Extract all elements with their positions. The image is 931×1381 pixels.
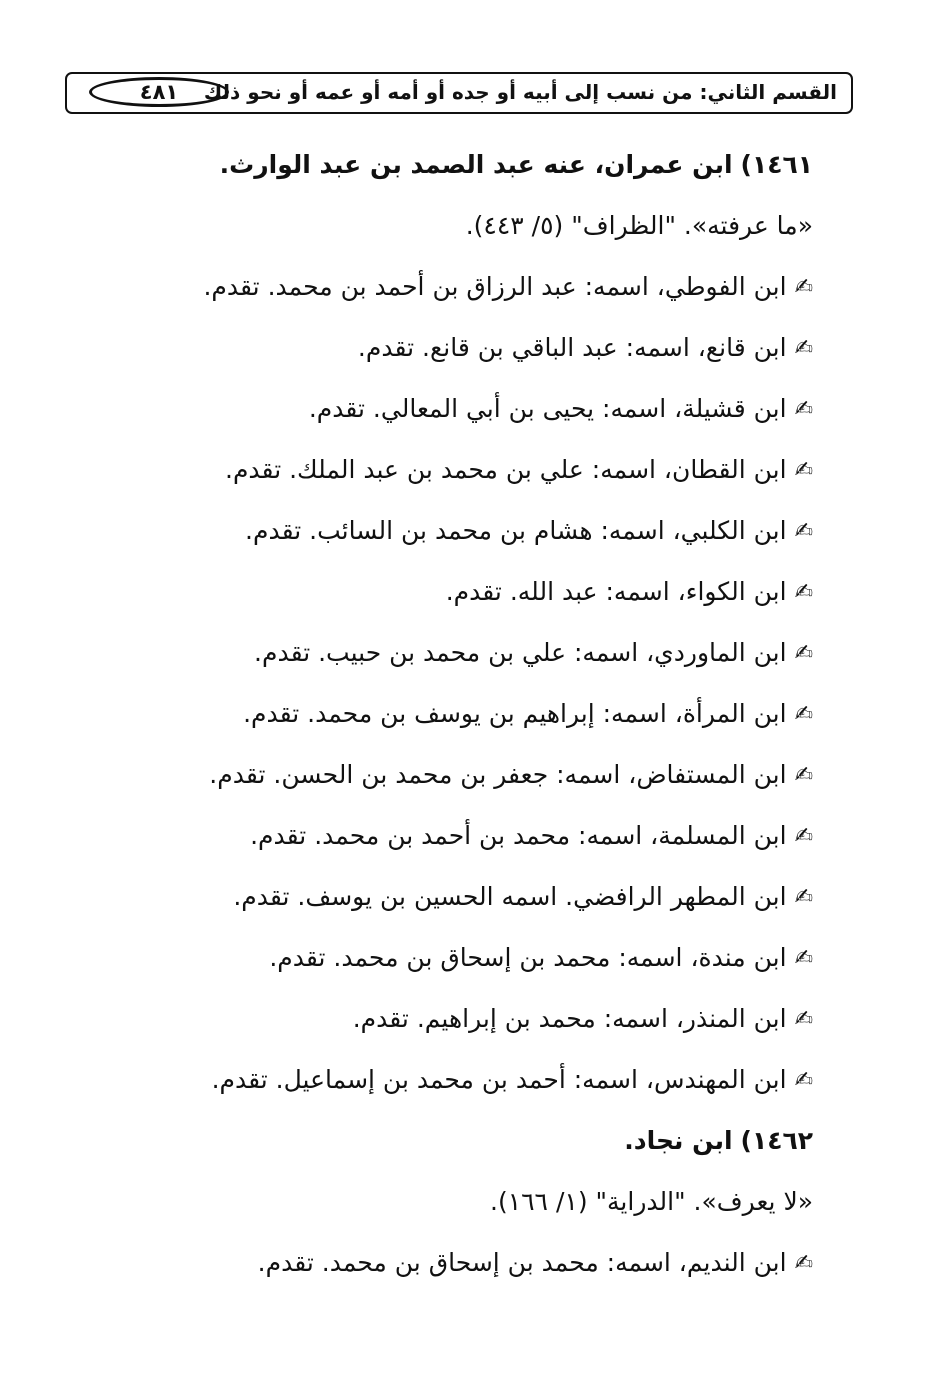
pen-icon: ✍ xyxy=(794,458,813,483)
cross-reference-line xyxy=(203,262,813,323)
pen-icon: ✍ xyxy=(794,641,813,666)
cross-reference-line xyxy=(211,1055,813,1116)
pen-icon: ✍ xyxy=(794,580,813,605)
pen-icon: ✍ xyxy=(794,763,813,788)
cross-reference-text: ابن المسلمة، اسمه: محمد بن أحمد بن محمد. تقدم. xyxy=(250,821,787,850)
pen-icon: ✍ xyxy=(794,824,813,849)
entry-text: ابن عمران، عنه عبد الصمد بن عبد الوارث. xyxy=(219,150,733,179)
pen-icon: ✍ xyxy=(794,885,813,910)
cross-reference-line xyxy=(240,811,813,872)
cross-reference-text: ابن الكلبي، اسمه: هشام بن محمد بن السائب. تقدم. xyxy=(245,516,787,545)
numbered-entry xyxy=(219,140,813,201)
numbered-entry xyxy=(240,1116,813,1177)
cross-reference-line xyxy=(240,1238,813,1299)
cross-reference-text: ابن المنذر، اسمه: محمد بن إبراهيم. تقدم. xyxy=(352,1004,787,1033)
cross-reference-line xyxy=(240,933,813,994)
entry-number: ١٤٦١) xyxy=(740,150,813,179)
cross-reference-line xyxy=(240,689,813,750)
cross-reference-text: ابن مندة، اسمه: محمد بن إسحاق بن محمد. تقدم. xyxy=(269,943,787,972)
cross-reference-text: ابن الفوطي، اسمه: عبد الرزاق بن أحمد بن محمد. تقدم. xyxy=(203,272,787,301)
cross-reference-line xyxy=(240,567,813,628)
entry-number: ١٤٦٢) xyxy=(740,1126,813,1155)
cross-reference-text: ابن القطان، اسمه: علي بن محمد بن عبد الملك. تقدم. xyxy=(225,455,787,484)
cross-reference-text: ابن المرأة، اسمه: إبراهيم بن يوسف بن محمد. تقدم. xyxy=(243,699,787,728)
source-note-text: «ما عرفته». "الظراف" (٥/ ٤٤٣). xyxy=(465,211,813,240)
pen-icon: ✍ xyxy=(794,1068,813,1093)
running-header xyxy=(65,72,853,114)
pen-icon: ✍ xyxy=(794,336,813,361)
cross-reference-text: ابن قشيلة، اسمه: يحيى بن أبي المعالي. تقدم. xyxy=(308,394,787,423)
pen-icon: ✍ xyxy=(794,946,813,971)
pen-icon: ✍ xyxy=(794,702,813,727)
entry-text: ابن نجاد. xyxy=(624,1126,733,1155)
pen-icon: ✍ xyxy=(794,1007,813,1032)
page-number: ٤٨١ xyxy=(89,77,229,107)
cross-reference-line xyxy=(240,628,813,689)
cross-reference-line xyxy=(209,750,813,811)
source-note xyxy=(240,1177,813,1238)
pen-icon: ✍ xyxy=(794,1251,813,1276)
cross-reference-text: ابن الماوردي، اسمه: علي بن محمد بن حبيب. تقدم. xyxy=(254,638,787,667)
cross-reference-line xyxy=(240,323,813,384)
cross-reference-text: ابن المهندس، اسمه: أحمد بن محمد بن إسماعيل. تقدم. xyxy=(211,1065,787,1094)
cross-reference-text: ابن قانع، اسمه: عبد الباقي بن قانع. تقدم. xyxy=(357,333,787,362)
cross-reference-line xyxy=(240,994,813,1055)
pen-icon: ✍ xyxy=(794,519,813,544)
cross-reference-text: ابن المطهر الرافضي. اسمه الحسين بن يوسف. تقدم. xyxy=(233,882,787,911)
pen-icon: ✍ xyxy=(794,397,813,422)
source-note-text: «لا يعرف». "الدراية" (١/ ١٦٦). xyxy=(490,1187,813,1216)
cross-reference-text: ابن المستفاض، اسمه: جعفر بن محمد بن الحسن. تقدم. xyxy=(209,760,787,789)
page-body xyxy=(203,140,813,1299)
cross-reference-line xyxy=(225,445,813,506)
pen-icon: ✍ xyxy=(794,275,813,300)
running-header-title: القسم الثاني: من نسب إلى أبيه أو جده أو أمه أو عمه أو نحو ذلك xyxy=(203,80,837,104)
cross-reference-text: ابن الكواء، اسمه: عبد الله. تقدم. xyxy=(445,577,787,606)
source-note xyxy=(240,201,813,262)
cross-reference-line xyxy=(233,872,813,933)
cross-reference-line xyxy=(240,506,813,567)
cross-reference-line xyxy=(240,384,813,445)
cross-reference-text: ابن النديم، اسمه: محمد بن إسحاق بن محمد. تقدم. xyxy=(257,1248,787,1277)
